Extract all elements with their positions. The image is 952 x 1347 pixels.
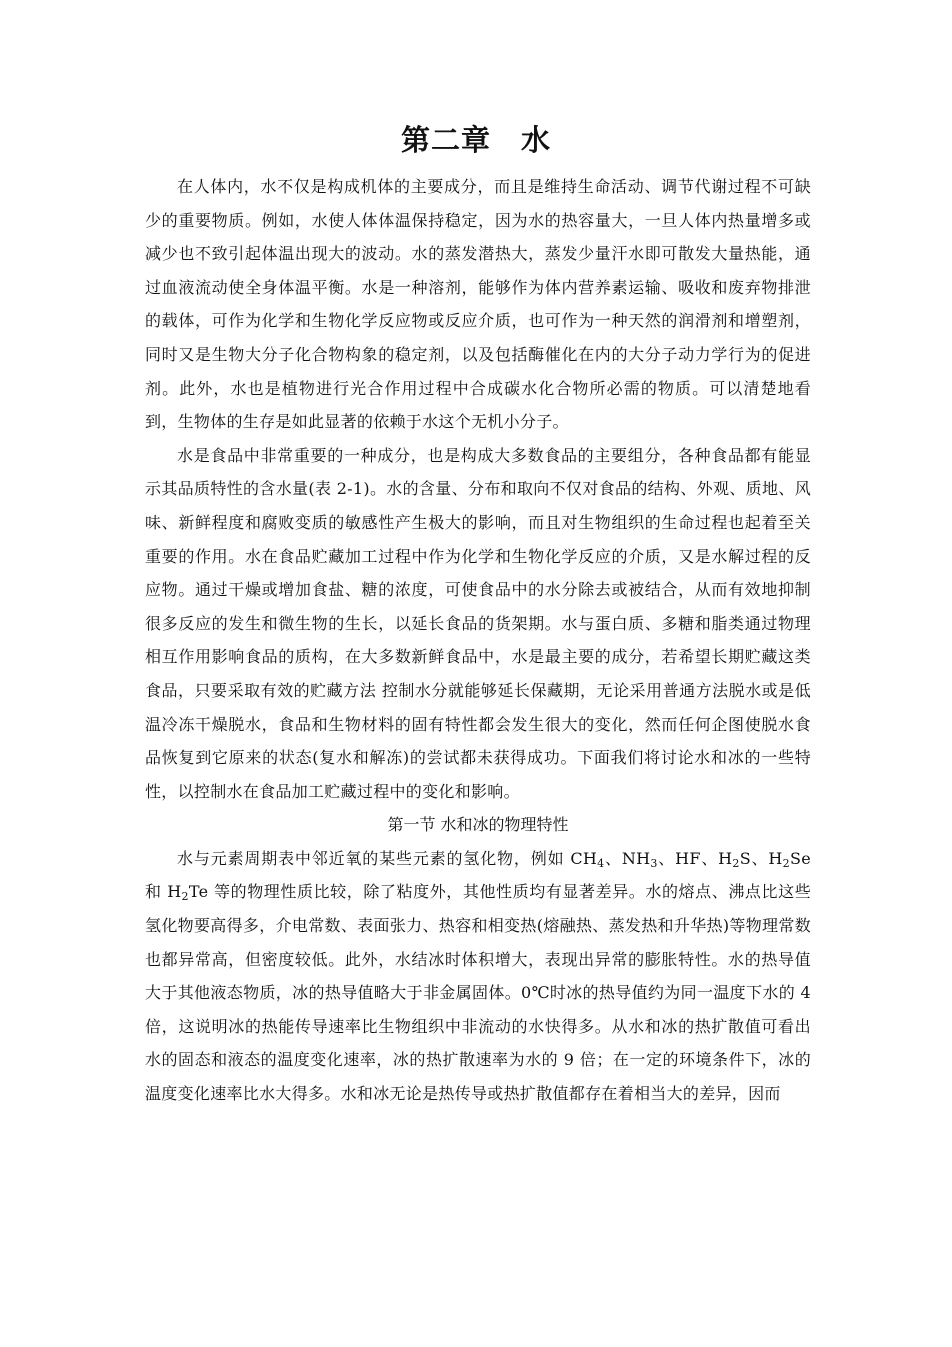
text-segment: 、HF、H bbox=[657, 848, 733, 868]
text-segment: Se 和 H bbox=[145, 848, 811, 902]
body-text bbox=[145, 170, 811, 1111]
text-segment: Te 等的物理性质比较，除了粘度外，其他性质均有显著差异。水的熔点、沸点比这些氢化物要高得多，介电常数、表面张力、热容和相变热(熔融热、蒸发热和升华热)等物理常数也都异常高，但密度较低。此外，水结冰时体积增大，表现出异常的膨胀特性。水的热导值大于其他液态物质，冰的热导值略大于非金属固体。0℃时冰的热导值约为同一温度下水的 4 倍，这说明冰的热能传导速率比生物组织中非流动的水快得多。从水和冰的热扩散值可看出水的固态和液态的温度变化速率，冰的热扩散速率为水的 9 倍；在一定的环境条件下，冰的温度变化速率比水大得多。水和冰无论是热传导或热扩散值都存在着相当大的差异，因而 bbox=[145, 882, 811, 1104]
subscript: 2 bbox=[181, 890, 189, 904]
section-title: 第一节 水和冰的物理特性 bbox=[387, 815, 569, 835]
subscript: 2 bbox=[732, 856, 740, 870]
subscript: 3 bbox=[650, 856, 658, 870]
chapter-title: 第二章 水 bbox=[400, 123, 551, 157]
paragraph-food-water: 水是食品中非常重要的一种成分，也是构成大多数食品的主要组分，各种食品都有能显示其品质特性的含水量(表 2-1)。水的含量、分布和取向不仅对食品的结构、外观、质地、风味、新鲜程度和腐败变质的敏感性产生极大的影响，而且对生物组织的生命过程也起着至关重要的作用。水在食品贮藏加工过程中作为化学和生物化学反应的介质，又是水解过程的反应物。通过干燥或增加食盐、糖的浓度，可使食品中的水分除去或被结合，从而有效地抑制很多反应的发生和微生物的生长，以延长食品的货架期。水与蛋白质、多糖和脂类通过物理相互作用影响食品的质构，在大多数新鲜食品中，水是最主要的成分，若希望长期贮藏这类食品，只要采取有效的贮藏方法 控制水分就能够延长保藏期，无论采用普通方法脱水或是低温冷冻干燥脱水，食品和生物材料的固有特性都会发生很大的变化，然而任何企图使脱水食品恢复到它原来的状态(复水和解冻)的尝试都未获得成功。下面我们将讨论水和冰的一些特性，以控制水在食品加工贮藏过程中的变化和影响。 bbox=[145, 445, 811, 801]
subscript: 2 bbox=[782, 856, 790, 870]
subscript: 4 bbox=[597, 856, 605, 870]
text-segment: 、NH bbox=[604, 848, 651, 868]
text-segment: S、H bbox=[739, 848, 783, 868]
paragraph-physical-properties bbox=[145, 842, 811, 1111]
text-segment: 水与元素周期表中邻近氧的某些元素的氢化物，例如 CH bbox=[177, 848, 598, 868]
paragraph-intro: 在人体内，水不仅是构成机体的主要成分，而且是维持生命活动、调节代谢过程不可缺少的重要物质。例如，水使人体体温保持稳定，因为水的热容量大，一旦人体内热量增多或减少也不致引起体温出现大的波动。水的蒸发潜热大，蒸发少量汗水即可散发大量热能，通过血液流动使全身体温平衡。水是一种溶剂，能够作为体内营养素运输、吸收和废弃物排泄的载体，可作为化学和生物化学反应物或反应介质，也可作为一种天然的润滑剂和增塑剂，同时又是生物大分子化合物构象的稳定剂，以及包括酶催化在内的大分子动力学行为的促进剂。此外，水也是植物进行光合作用过程中合成碳水化合物所必需的物质。可以清楚地看到，生物体的生存是如此显著的依赖于水这个无机小分子。 bbox=[145, 177, 811, 432]
